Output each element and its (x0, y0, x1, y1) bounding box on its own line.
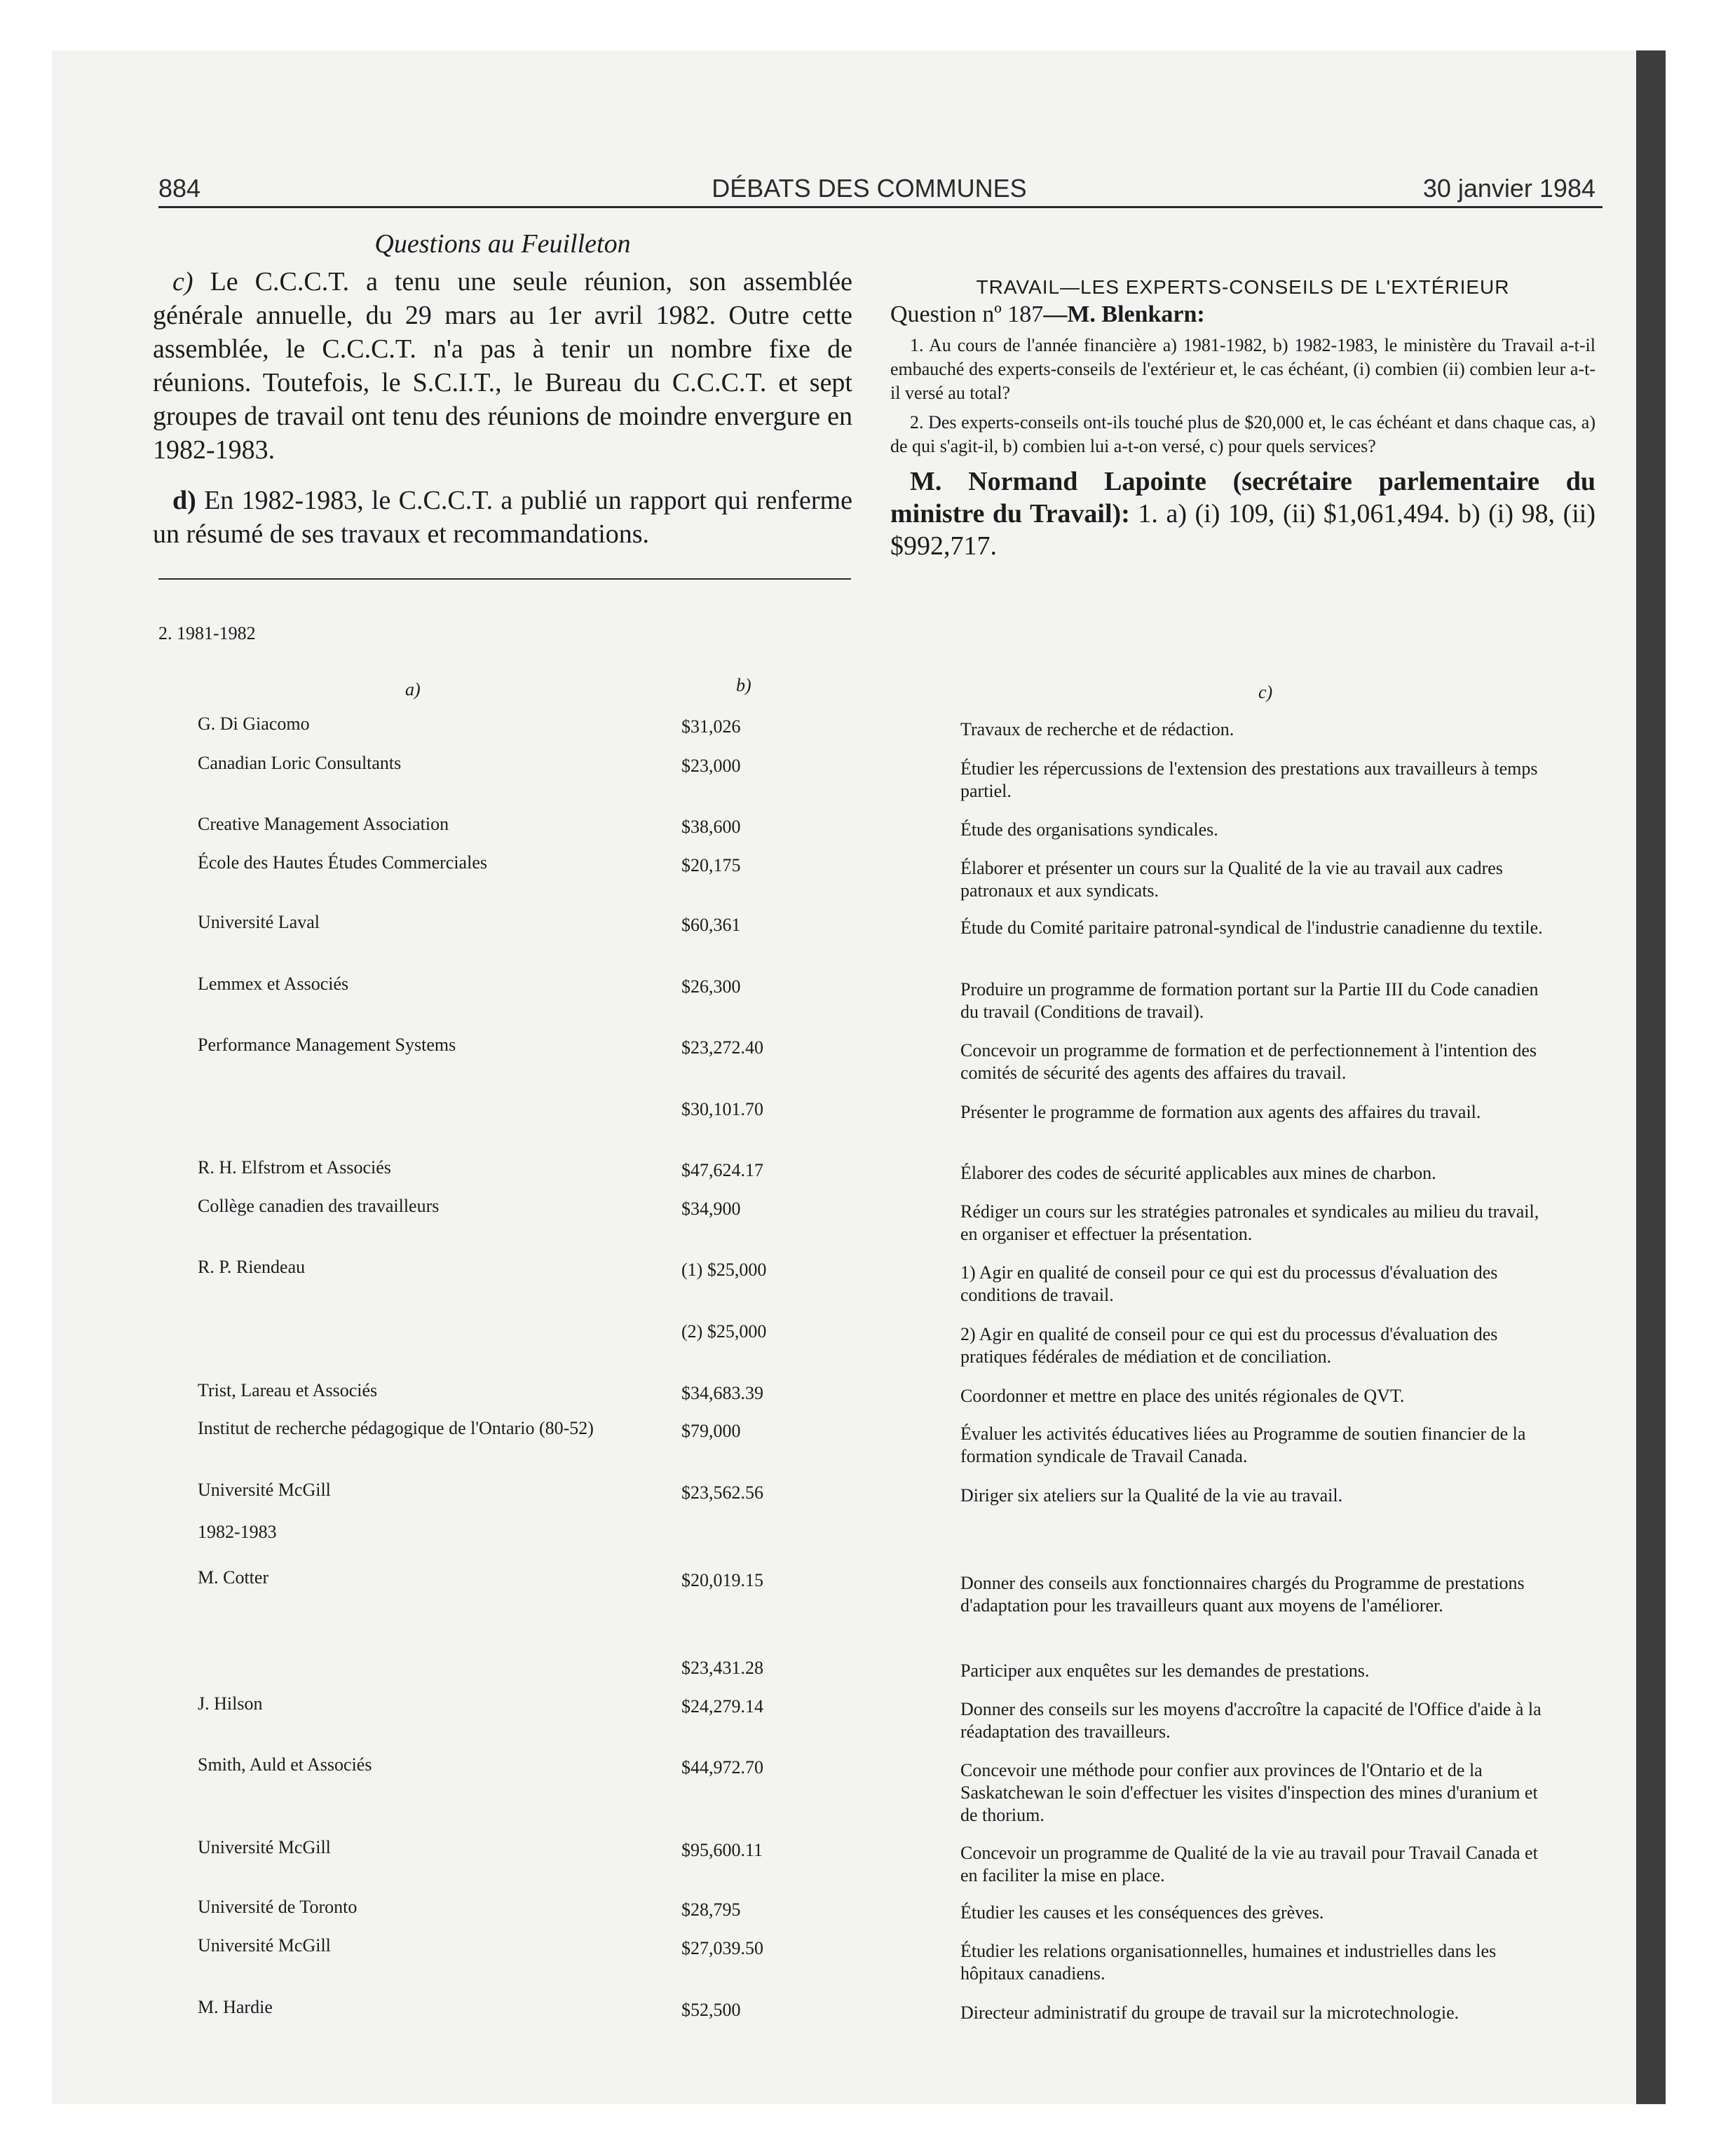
consultant-name: Canadian Loric Consultants (198, 753, 402, 773)
service-description: Coordonner et mettre en place des unités régionales de QVT. (960, 1386, 1405, 1406)
service-description: Évaluer les activités éducatives liées au Programme de soutien financier de la formation syndicale de Travail Canada. (960, 1424, 1526, 1466)
consultant-name: Lemmex et Associés (198, 974, 349, 994)
table-subheading-1982-1983: 1982-1983 (198, 1522, 277, 1542)
table-section-label: 2. 1981-1982 (158, 623, 256, 643)
paragraph-d (153, 484, 852, 554)
contract-amount: (2) $25,000 (681, 1321, 767, 1342)
consultant-name: Creative Management Association (198, 814, 449, 834)
consultant-name: G. Di Giacomo (198, 714, 310, 734)
contract-amount: $30,101.70 (681, 1099, 763, 1119)
consultant-name: Université de Toronto (198, 1897, 358, 1917)
contract-amount: $47,624.17 (681, 1160, 763, 1180)
service-description: Donner des conseils aux fonctionnaires chargés du Programme de prestations d'adaptation pour les travailleurs quant aux moyens de l'améliorer. (960, 1573, 1525, 1616)
contract-amount: $23,431.28 (681, 1658, 763, 1678)
service-description: Diriger six ateliers sur la Qualité de la vie au travail. (960, 1485, 1343, 1506)
col-header-a: a) (405, 679, 421, 700)
contract-amount: $26,300 (681, 976, 741, 997)
contract-amount: $23,562.56 (681, 1482, 763, 1503)
contract-amount: $31,026 (681, 716, 741, 737)
service-description: Étudier les répercussions de l'extension des prestations aux travailleurs à temps partiel. (960, 758, 1538, 801)
question-part-1: 1. Au cours de l'année financière a) 1981-1982, b) 1982-1983, le ministère du Travail a-t-il embauché des experts-conseils de l'extérieur et, le cas échéant, (i) combien (ii) combien leur a-t-il versé au total? (890, 335, 1595, 403)
contract-amount: $34,683.39 (681, 1383, 763, 1403)
contract-amount: $38,600 (681, 817, 741, 837)
consultant-name: Institut de recherche pédagogique de l'Ontario (80-52) (198, 1418, 594, 1438)
service-description: 1) Agir en qualité de conseil pour ce qui est du processus d'évaluation des conditions de travail. (960, 1262, 1498, 1305)
service-description: Rédiger un cours sur les stratégies patronales et syndicales au milieu du travail, en organiser et effectuer la présentation. (960, 1201, 1539, 1244)
service-description: Étude du Comité paritaire patronal-syndical de l'industrie canadienne du textile. (960, 917, 1543, 938)
para-d-label: d) (172, 486, 196, 515)
contract-amount: $44,972.70 (681, 1757, 763, 1778)
answer-speaker: M. Normand Lapointe (secrétaire parlementaire du ministre du Travail): (890, 467, 1595, 528)
service-description: Produire un programme de formation portant sur la Partie III du Code canadien du travail (Conditions de travail). (960, 979, 1539, 1022)
contract-amount: $52,500 (681, 2000, 741, 2020)
question-topic: TRAVAIL—LES EXPERTS-CONSEILS DE L'EXTÉRIEUR (976, 276, 1510, 298)
consultant-name: École des Hautes Études Commerciales (198, 852, 487, 873)
service-description: Élaborer des codes de sécurité applicables aux mines de charbon. (960, 1163, 1436, 1183)
service-description: 2) Agir en qualité de conseil pour ce qui est du processus d'évaluation des pratiques fédérales de médiation et de conciliation. (960, 1324, 1498, 1367)
service-description: Participer aux enquêtes sur les demandes de prestations. (960, 1660, 1370, 1681)
contract-amount: $60,361 (681, 915, 741, 935)
consultant-name: Trist, Lareau et Associés (198, 1380, 378, 1400)
para-c-label: c) (172, 267, 193, 296)
column-separator (158, 578, 851, 580)
page-date: 30 janvier 1984 (1422, 174, 1595, 203)
service-description: Élaborer et présenter un cours sur la Qualité de la vie au travail aux cadres patronaux et aux syndicats. (960, 858, 1503, 901)
service-description: Concevoir un programme de Qualité de la vie au travail pour Travail Canada et en faciliter la mise en place. (960, 1843, 1538, 1885)
contract-amount: $34,900 (681, 1199, 741, 1219)
col-header-b: b) (736, 675, 751, 695)
consultant-name: J. Hilson (198, 1693, 263, 1714)
header-rule (158, 206, 1603, 208)
answer-text: 1. a) (i) 109, (ii) $1,061,494. b) (i) 98, (ii) $992,717. (890, 499, 1596, 561)
contract-amount: $24,279.14 (681, 1696, 763, 1717)
question-part-2: 2. Des experts-conseils ont-ils touché plus de $20,000 et, le cas échéant et dans chaque cas, a) de qui s'agit-il, b) combien lui a-t-on versé, c) pour quels services? (890, 412, 1595, 456)
consultant-name: Smith, Auld et Associés (198, 1754, 372, 1775)
para-d-text: En 1982-1983, le C.C.C.T. a publié un rapport qui renferme un résumé de ses travaux et recommandations. (153, 486, 853, 549)
section-title: Questions au Feuilleton (374, 229, 631, 259)
contract-amount: $28,795 (681, 1899, 741, 1920)
contract-amount: $27,039.50 (681, 1938, 763, 1958)
question-asker: —M. Blenkarn: (1043, 301, 1205, 327)
service-description: Travaux de recherche et de rédaction. (960, 719, 1234, 739)
question-label: Question nº 187 (890, 301, 1044, 327)
answer (890, 465, 1595, 564)
consultant-name: Université McGill (198, 1837, 331, 1857)
paragraph-c (153, 265, 852, 475)
contract-amount: $79,000 (681, 1421, 741, 1441)
contract-amount: $20,175 (681, 855, 741, 875)
consultant-name: M. Hardie (198, 1997, 273, 2017)
service-description: Directeur administratif du groupe de travail sur la microtechnologie. (960, 2003, 1460, 2023)
consultant-name: Université McGill (198, 1480, 331, 1500)
consultant-name: Performance Management Systems (198, 1035, 456, 1055)
scan-edge-bar (1636, 50, 1666, 2104)
service-description: Concevoir une méthode pour confier aux provinces de l'Ontario et de la Saskatchewan le soin d'effectuer les visites d'inspection des mines d'uranium et de thorium. (960, 1760, 1538, 1825)
col-header-c: c) (1258, 682, 1273, 702)
service-description: Concevoir un programme de formation et de perfectionnement à l'intention des comités de sécurité des agents des affaires du travail. (960, 1040, 1537, 1083)
contract-amount: $23,272.40 (681, 1037, 763, 1058)
question-heading (890, 301, 1205, 328)
consultant-name: R. P. Riendeau (198, 1257, 306, 1277)
consultant-name: M. Cotter (198, 1567, 269, 1588)
contract-amount: $95,600.11 (681, 1840, 763, 1860)
para-c-text: Le C.C.C.T. a tenu une seule réunion, son assemblée générale annuelle, du 29 mars au 1er avril 1982. Outre cette assemblée, le C.C.C.T. n'a pas à tenir un nombre fixe de réunions. Toutefois, le S.C.I.T., le Bureau du C.C.C.T. et sept groupes de travail ont tenu des réunions de moindre envergure en 1982-1983. (153, 267, 853, 465)
service-description: Donner des conseils sur les moyens d'accroître la capacité de l'Office d'aide à la réadaptation des travailleurs. (960, 1699, 1542, 1742)
service-description: Étudier les relations organisationnelles, humaines et industrielles dans les hôpitaux canadiens. (960, 1941, 1497, 1984)
consultant-name: Université McGill (198, 1935, 331, 1956)
page-number: 884 (158, 174, 201, 203)
service-description: Présenter le programme de formation aux agents des affaires du travail. (960, 1102, 1481, 1122)
contract-amount: $23,000 (681, 756, 741, 776)
consultant-name: Collège canadien des travailleurs (198, 1196, 440, 1216)
service-description: Étudier les causes et les conséquences des grèves. (960, 1902, 1324, 1923)
consultant-name: R. H. Elfstrom et Associés (198, 1157, 391, 1178)
contract-amount: $20,019.15 (681, 1570, 763, 1590)
consultant-name: Université Laval (198, 912, 320, 932)
page-title: DÉBATS DES COMMUNES (712, 174, 1027, 203)
service-description: Étude des organisations syndicales. (960, 819, 1218, 840)
contract-amount: (1) $25,000 (681, 1260, 767, 1280)
